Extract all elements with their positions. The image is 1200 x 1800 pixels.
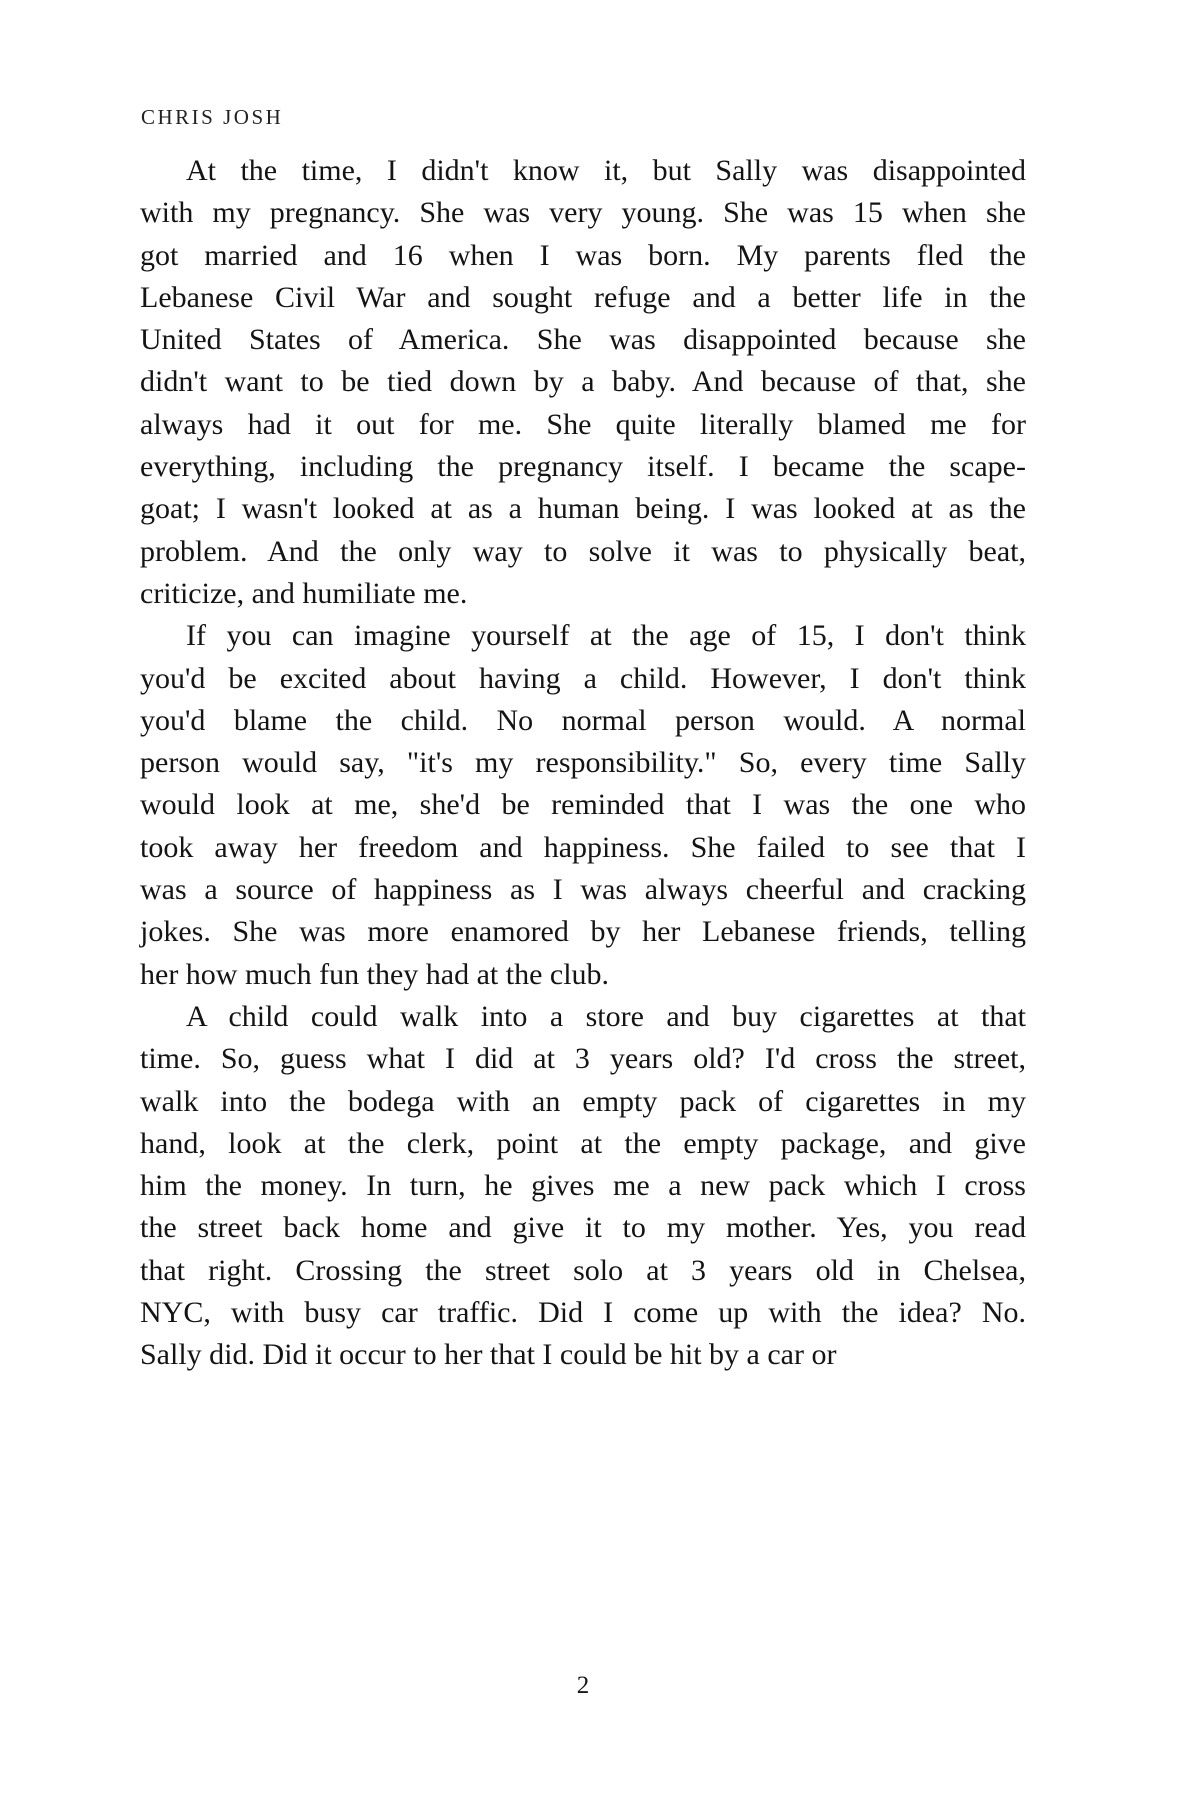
text-line: the street back home and give it to my mother. Yes, you read [140,1211,1026,1245]
text-line: with my pregnancy. She was very young. She was 15 when she [140,196,1026,230]
text-line: goat; I wasn't looked at as a human being. I was looked at as the [140,492,1026,526]
running-header: CHRIS JOSH [141,105,284,129]
paragraph [140,996,1026,1377]
body-text [140,150,1026,1377]
text-line: time. So, guess what I did at 3 years old? I'd cross the street, [140,1042,1026,1076]
text-line: Lebanese Civil War and sought refuge and a better life in the [140,280,1026,314]
text-line: At the time, I didn't know it, but Sally was disappointed [186,154,1026,187]
text-line: that right. Crossing the street solo at 3 years old in Chelsea, [140,1253,1026,1287]
text-line: walk into the bodega with an empty pack of cigarettes in my [140,1084,1026,1118]
text-line: would look at me, she'd be reminded that I was the one who [140,788,1026,822]
text-line: took away her freedom and happiness. She failed to see that I [140,830,1026,864]
text-line: United States of America. She was disappointed because she [140,323,1026,357]
text-line: always had it out for me. She quite literally blamed me for [140,407,1026,441]
text-line: everything, including the pregnancy itself. I became the scape- [140,450,1026,484]
paragraph [140,150,1026,615]
text-line: you'd be excited about having a child. However, I don't think [140,661,1026,695]
text-line: you'd blame the child. No normal person would. A normal [140,703,1026,737]
text-line: got married and 16 when I was born. My parents fled the [140,238,1026,272]
text-line: problem. And the only way to solve it was to physically beat, [140,534,1026,568]
text-line: NYC, with busy car traffic. Did I come up with the idea? No. [140,1296,1026,1330]
text-line: If you can imagine yourself at the age of 15, I don't think [186,619,1026,653]
text-line: was a source of happiness as I was always cheerful and cracking [140,873,1026,907]
page-number: 2 [576,1672,590,1699]
text-line: her how much fun they had at the club. [140,957,610,991]
text-line: person would say, "it's my responsibility." So, every time Sally [140,746,1026,780]
text-line: didn't want to be tied down by a baby. And because of that, she [140,365,1026,399]
text-line: criticize, and humiliate me. [140,576,468,610]
text-line: hand, look at the clerk, point at the empty package, and give [140,1126,1026,1160]
paragraph [140,615,1026,996]
text-line: jokes. She was more enamored by her Lebanese friends, telling [140,915,1026,949]
text-line: him the money. In turn, he gives me a new pack which I cross [140,1169,1026,1203]
text-line: Sally did. Did it occur to her that I could be hit by a car or [140,1338,837,1372]
text-line: A child could walk into a store and buy cigarettes at that [186,999,1026,1033]
